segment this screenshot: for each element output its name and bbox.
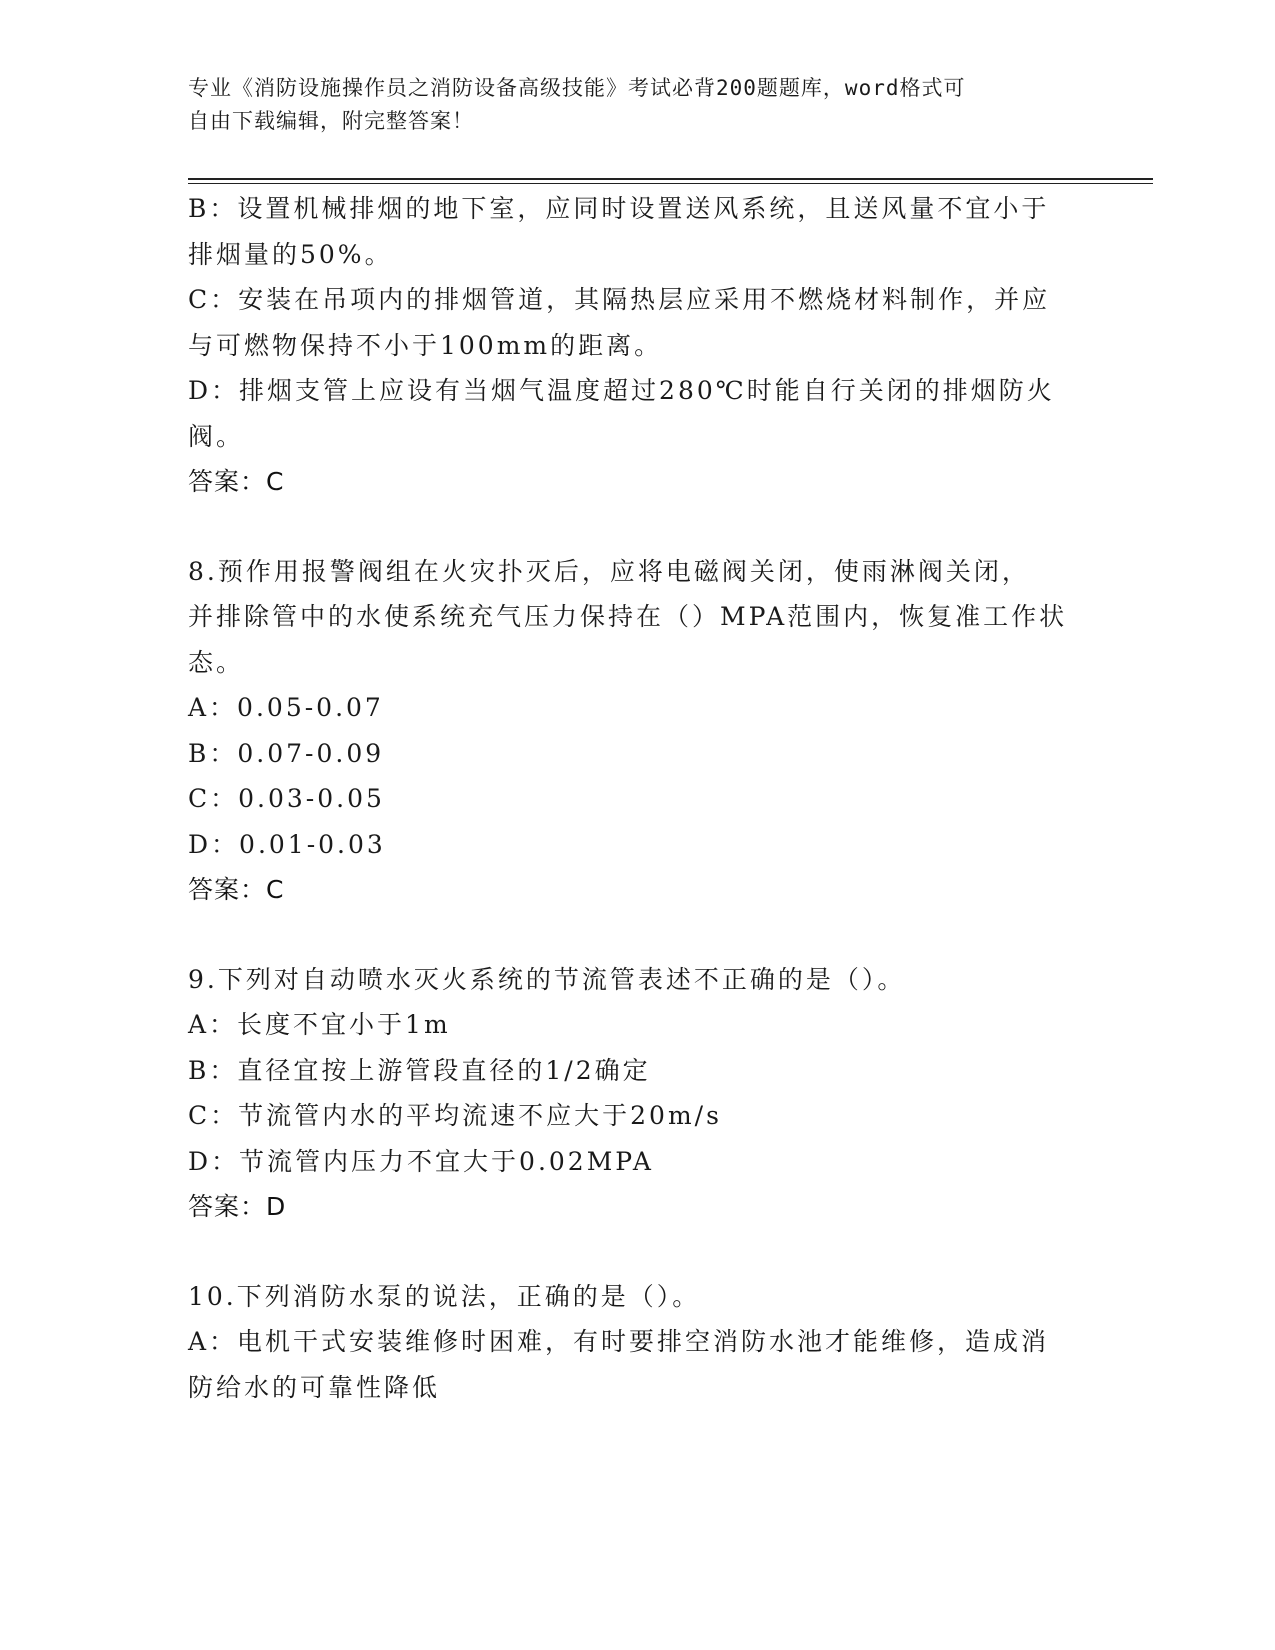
option-a-line-2: 防给水的可靠性降低 — [188, 1372, 441, 1402]
question-stem-line-1: 10.下列消防水泵的说法，正确的是（）。 — [188, 1281, 701, 1311]
option-d-line-1: D：排烟支管上应设有当烟气温度超过280℃时能自行关闭的排烟防火 — [188, 376, 1055, 405]
question-list — [188, 186, 1088, 1410]
question-stem-line-1: 8.预作用报警阀组在火灾扑灭后，应将电磁阀关闭，使雨淋阀关闭， — [188, 556, 1030, 586]
header-line-1: 专业《消防设施操作员之消防设备高级技能》考试必背200题题库，word格式可 — [188, 76, 966, 100]
option-a-line-1: A：电机干式安装维修时困难，有时要排空消防水池才能维修，造成消 — [188, 1327, 1050, 1356]
page-header — [188, 72, 1088, 138]
question-stem-line-3: 态。 — [188, 647, 245, 677]
question-7-continued — [188, 186, 1088, 505]
option-c-line-2: 与可燃物保持不小于100mm的距离。 — [188, 330, 663, 360]
question-gap — [188, 1230, 1088, 1274]
option-c: C：节流管内水的平均流速不应大于20m/s — [188, 1101, 722, 1130]
option-c-line-1: C：安装在吊项内的排烟管道，其隔热层应采用不燃烧材料制作，并应 — [188, 285, 1051, 314]
header-line-2: 自由下载编辑，附完整答案！ — [188, 109, 474, 133]
question-stem-line-2: 并排除管中的水使系统充气压力保持在（）MPA范围内，恢复准工作状 — [188, 602, 1068, 631]
option-a: A：0.05-0.07 — [188, 693, 384, 722]
option-b-line-2: 排烟量的50%。 — [188, 239, 393, 269]
question-9 — [188, 957, 1088, 1230]
header-rule-thick — [188, 178, 1153, 180]
question-gap — [188, 505, 1088, 549]
question-stem-line-1: 9.下列对自动喷水灭火系统的节流管表述不正确的是（）。 — [188, 964, 906, 994]
option-d: D：节流管内压力不宜大于0.02MPA — [188, 1146, 654, 1176]
option-b-line-1: B：设置机械排烟的地下室，应同时设置送风系统，且送风量不宜小于 — [188, 194, 1050, 223]
question-8 — [188, 549, 1088, 913]
header-rule-thin — [188, 183, 1153, 184]
option-d: D：0.01-0.03 — [188, 829, 386, 859]
option-b: B：直径宜按上游管段直径的1/2确定 — [188, 1055, 651, 1085]
answer-line: 答案：C — [188, 467, 285, 496]
option-b: B：0.07-0.09 — [188, 738, 385, 768]
option-d-line-2: 阀。 — [188, 421, 245, 451]
question-gap — [188, 913, 1088, 957]
option-c: C：0.03-0.05 — [188, 784, 385, 813]
option-a: A：长度不宜小于1m — [188, 1010, 451, 1039]
question-10 — [188, 1274, 1088, 1411]
answer-line: 答案：C — [188, 875, 285, 904]
answer-line: 答案：D — [188, 1192, 287, 1221]
